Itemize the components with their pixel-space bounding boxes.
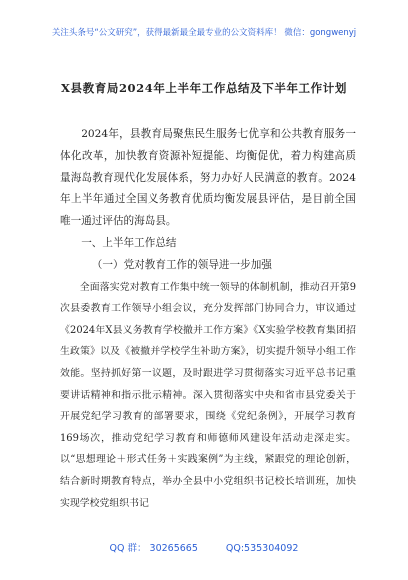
promo-banner: 关注头条号“公文研究”，获得最新最全最专业的公文资料库！ 微信：gongwenyj — [51, 28, 357, 38]
body-paragraph: 全面落实党对教育工作集中统一领导的体制机制，推动召开第9次县委教育工作领导小组会议，充分发挥部门协同合力，审议通过《2024年X县义务教育学校撤并工作方案》《X实验学校教育集团招生政策》以及《被撤并学校学生补助方案》，切实提升领导小组工作效能。坚持抓好第一议题，及时跟进学习贯彻落实习近平总书记重要讲话精神和指示批示精神。深入贯彻落实中央和省市县党委关于开展党纪学习教育的部署要求，围绕《党纪条例》，开展学习教育169场次，推动党纪学习教育和师德师风建设年活动走深走实。以“思想理论＋形式任务＋实践案例”为主线，紧跟党的理论创新，结合新时期教育特点，举办全县中小党组织书记校长培训班，加快实现学校党组织书记 — [60, 281, 356, 509]
contact-footer — [0, 540, 408, 554]
document-body — [60, 124, 356, 514]
document-title: X县教育局2024年上半年工作总结及下半年工作计划 — [61, 81, 347, 95]
qq-contact: QQ:535304092 — [225, 543, 299, 554]
intro-paragraph: 2024年，县教育局聚焦民生服务七优享和公共教育服务一体化改革，加快教育资源补短提能、均衡促优，着力构建高质量海岛教育现代化发展体系，努力办好人民满意的教育。2024年上半年通过全国义务教育优质均衡发展县评估，是目前全国唯一通过评估的海岛县。 — [60, 128, 356, 228]
subsection-heading: （一）党对教育工作的领导进一步加强 — [91, 258, 272, 271]
section-heading: 一、上半年工作总结 — [81, 236, 177, 249]
qq-group: QQ 群： 30265665 — [109, 543, 198, 554]
